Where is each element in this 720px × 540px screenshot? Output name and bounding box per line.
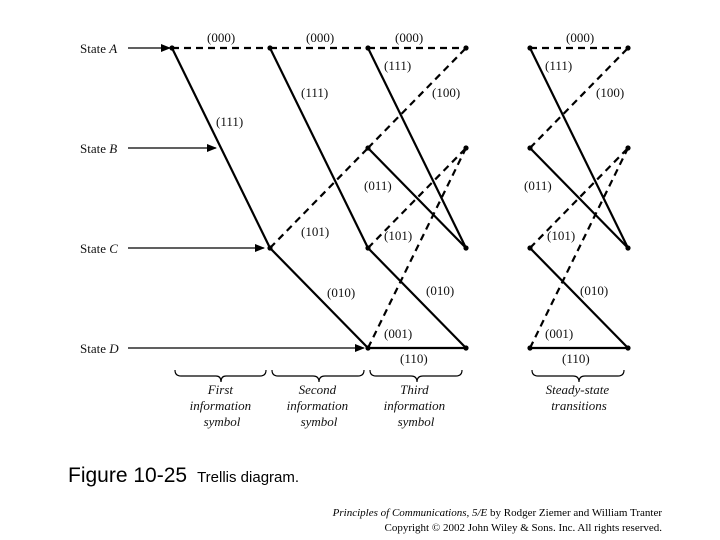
trellis-nodes	[169, 45, 630, 350]
brace-second	[272, 370, 364, 382]
node	[463, 145, 468, 150]
brace-first	[175, 370, 266, 382]
node	[625, 245, 630, 250]
node	[267, 45, 272, 50]
branch-label: (010)	[327, 285, 356, 300]
state-a-label: State A	[80, 41, 118, 56]
credit-book-line	[333, 506, 662, 521]
state-c-label: State C	[80, 241, 118, 256]
branch-label: (101)	[547, 228, 576, 243]
node	[365, 245, 370, 250]
node	[463, 345, 468, 350]
branch-label: (001)	[545, 326, 574, 341]
branch-label: (110)	[562, 351, 590, 366]
figure-caption	[68, 464, 299, 488]
book-title: Principles of Communications, 5/E	[332, 507, 488, 519]
branch-label: (011)	[524, 178, 552, 193]
branch-label: (111)	[384, 58, 412, 73]
branch-label: (100)	[432, 85, 461, 100]
segment-label-first: First information symbol	[189, 382, 252, 429]
node	[169, 45, 174, 50]
segment-label-second: Second information symbol	[286, 382, 349, 429]
node	[365, 45, 370, 50]
branch-label: (011)	[364, 178, 392, 193]
credit-line	[333, 506, 662, 536]
branch-label: (000)	[566, 30, 595, 45]
branch-label: (100)	[596, 85, 625, 100]
node	[463, 245, 468, 250]
branch-label: (001)	[384, 326, 413, 341]
copyright-notice: Copyright © 2002 John Wiley & Sons. Inc. All rights reserved.	[384, 522, 662, 534]
branch-label: (010)	[580, 283, 609, 298]
branch-label: (000)	[395, 30, 424, 45]
segment-label-third: Third information symbol	[383, 382, 446, 429]
node	[267, 245, 272, 250]
node	[625, 345, 630, 350]
branch-label: (101)	[384, 228, 413, 243]
figure-title: Trellis diagram.	[197, 469, 300, 486]
node	[625, 45, 630, 50]
branch-label: (101)	[301, 224, 330, 239]
node	[625, 145, 630, 150]
state-d-label: State D	[80, 341, 119, 356]
brace-steady	[532, 370, 624, 382]
branch-label: (111)	[545, 58, 573, 73]
book-authors: by Rodger Ziemer and William Tranter	[487, 507, 662, 519]
branch-label: (000)	[306, 30, 335, 45]
node	[527, 145, 532, 150]
branch-label: (010)	[426, 283, 455, 298]
branch-ss-b-c	[530, 148, 628, 248]
branch-label: (000)	[207, 30, 236, 45]
node	[365, 345, 370, 350]
node	[463, 45, 468, 50]
node	[527, 345, 532, 350]
node	[365, 145, 370, 150]
state-b-label: State B	[80, 141, 118, 156]
branch-label: (110)	[400, 351, 428, 366]
node	[527, 245, 532, 250]
branch-s3-b-c	[368, 148, 466, 248]
node	[527, 45, 532, 50]
branch-ss-a-c	[530, 48, 628, 248]
branch-s2-a-c	[270, 48, 368, 248]
branch-s3-a-c	[368, 48, 466, 248]
brace-third	[370, 370, 462, 382]
branch-label: (111)	[301, 85, 329, 100]
branch-s3-c-d	[368, 248, 466, 348]
segment-label-steady: Steady-state transitions	[545, 382, 610, 413]
branch-label: (111)	[216, 114, 244, 129]
figure-number: Figure 10-25	[68, 464, 188, 487]
